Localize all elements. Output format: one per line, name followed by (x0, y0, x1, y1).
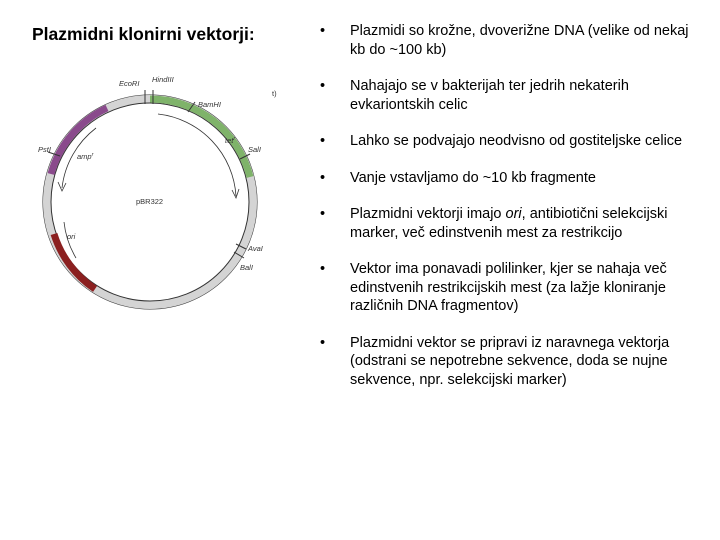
bullet-item (318, 77, 698, 114)
bullet-text: Nahajajo se v bakterijah ter jedrih nekaterih evkariontskih celic (350, 78, 629, 113)
bullet-text: Plazmidni vektorji imajo (350, 206, 506, 222)
bali-label: BalI (240, 263, 253, 272)
bullet-emphasis: ori (505, 206, 522, 222)
bullet-item (318, 132, 698, 151)
plasmid-map-pbr322 (40, 62, 290, 322)
bullet-list (318, 22, 698, 389)
bullet-text: Lahko se podvajajo neodvisno od gostiteljske celice (350, 133, 683, 149)
slide-title: Plazmidni klonirni vektorji: (32, 24, 255, 44)
bullet-item (318, 22, 698, 59)
bullet-item (318, 205, 698, 242)
tetr-label-text: tet (225, 136, 234, 145)
ampr-label-superscript: r (91, 152, 94, 158)
hindiii-label: HindIII (152, 75, 174, 84)
avai-label: AvaI (248, 244, 263, 253)
ecori-label: EcoRI (119, 79, 140, 88)
sali-label: SalI (248, 145, 261, 154)
tetr-label-superscript: r (233, 136, 236, 142)
ori-region-segment (54, 234, 95, 289)
ampr-label (77, 152, 95, 161)
psti-label: PstI (38, 145, 51, 154)
bullet-text: Vanje vstavljamo do ~10 kb fragmente (350, 169, 596, 186)
bullet-item (318, 260, 698, 316)
bullet-item (318, 169, 698, 188)
bullet-text: Vektor ima ponavadi polilinker, kjer se nahaja več edinstvenih restrikcijskih mest (za lažje kloniranje različnih DNA fragmentov) (350, 261, 667, 314)
ampr-label-text: amp (77, 152, 92, 161)
bullet-item (318, 334, 698, 390)
bullet-text: Plazmidi so krožne, dvoverižne DNA (velike od nekaj kb do ~100 kb) (350, 23, 689, 58)
plasmid-name-label: pBR322 (136, 197, 164, 206)
bamhi-label: BamHI (198, 100, 221, 109)
bullet-text-continued: , antibiotični selekcijski marker, več edinstvenih mest za restrikcijo (350, 206, 668, 241)
ori-label: ori (67, 232, 76, 241)
bullet-text: Plazmidni vektor se pripravi iz naravnega vektorja (odstrani se nepotrebne sekvence, doda se nujne sekvence, npr. selekcijski marker) (350, 334, 670, 388)
corner-label: t) (272, 89, 277, 98)
